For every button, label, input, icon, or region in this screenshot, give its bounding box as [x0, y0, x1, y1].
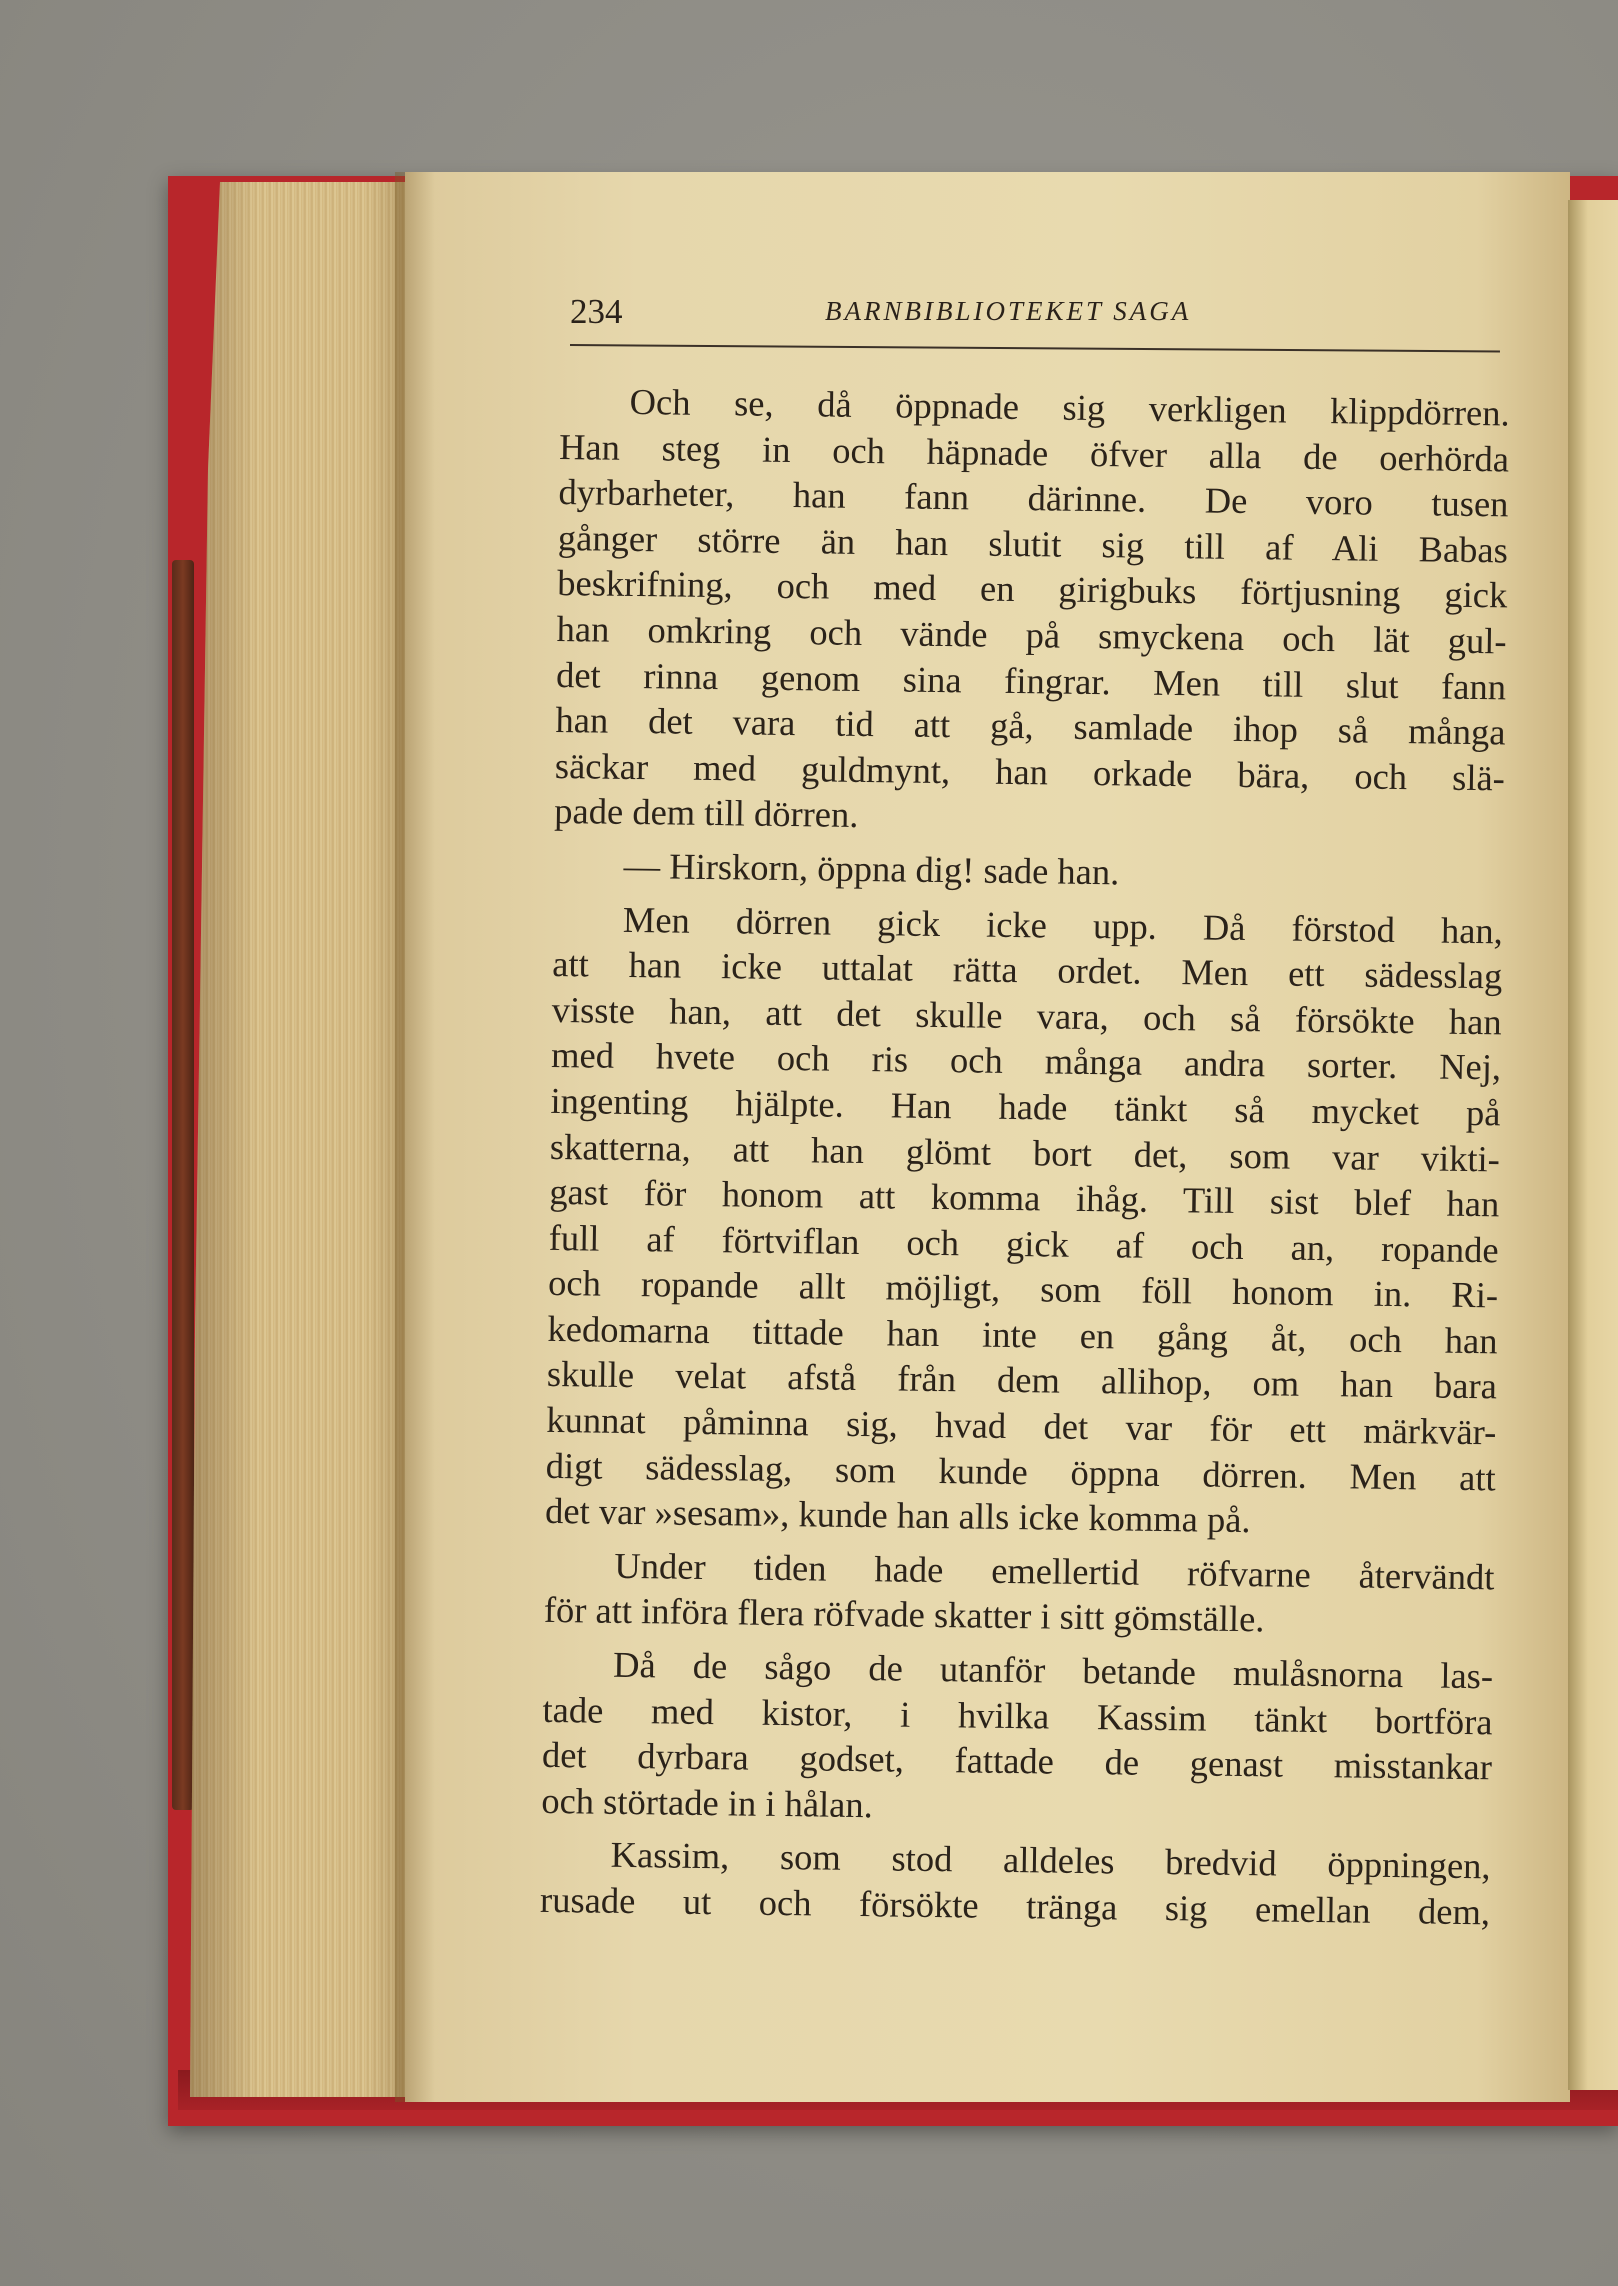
text-line: beskrifning, och med en girigbuks förtjusning gick [557, 562, 1508, 616]
facing-page-edge [1568, 200, 1618, 2090]
text-line: säckar med guldmynt, han orkade bära, och slä- [554, 744, 1506, 799]
page-header [570, 292, 1500, 342]
text-line: ingenting hjälpte. Han hade tänkt så mycket på [550, 1079, 1501, 1134]
text-line: han omkring och vände på smyckena och lät gul- [556, 607, 1507, 662]
text-line: och ropande allt möjligt, som föll honom in. Ri- [547, 1262, 1499, 1316]
running-head: BARNBIBLIOTEKET SAGA [825, 296, 1192, 326]
body-text [540, 378, 1510, 1935]
text-line: han det vara tid att gå, samlade ihop så många [555, 699, 1506, 753]
text-line: kedomarna tittade han inte en gång åt, och han [547, 1307, 1498, 1362]
text-line: att han icke uttalat rätta ordet. Men ett sädesslag [552, 943, 1503, 997]
text-line: tade med kistor, i hvilka Kassim tänkt bortföra [542, 1688, 1493, 1742]
page-number: 234 [570, 292, 623, 331]
page-gutter-shadow [395, 172, 435, 2102]
text-line: dyrbarheter, han fann därinne. De voro tusen [558, 471, 1509, 525]
text-line: digt sädesslag, som kunde öppna dörren. Men att [545, 1444, 1496, 1498]
text-line: gast för honom att komma ihåg. Till sist blef han [549, 1171, 1500, 1225]
text-line: — Hirskorn, öppna dig! sade han. [623, 844, 1120, 893]
text-line: visste han, att det skulle vara, och så försökte han [551, 988, 1502, 1043]
text-line: skatterna, att han glömt bort det, som var vikti- [549, 1125, 1501, 1179]
text-line: kunnat påminna sig, hvad det var för ett märkvär- [546, 1398, 1497, 1453]
text-line: full af förtviflan och gick af och an, ropande [548, 1216, 1499, 1271]
text-line: det dyrbara godset, fattade de genast misstankar [541, 1734, 1493, 1788]
text-line: gånger större än han slutit sig till af Ali Babas [557, 516, 1509, 571]
text-line: Han steg in och häpnade öfver alla de oerhörda [558, 425, 1510, 480]
text-line: det var »sesam», kunde han alls icke komma på. [544, 1490, 1251, 1541]
text-line: med hvete och ris och många andra sorter. Nej, [550, 1034, 1502, 1088]
text-line: Kassim, som stod alldeles bredvid öppningen, [610, 1834, 1491, 1887]
text-line: rusade ut och försökte tränga sig emellan dem, [539, 1878, 1491, 1933]
text-line: pade dem till dörren. [554, 790, 859, 836]
text-line: för att införa flera röfvade skatter i sitt gömställe. [543, 1589, 1265, 1640]
page-edges-shade [190, 182, 410, 2097]
text-line: Och se, då öppnade sig verkligen klippdörren. [629, 380, 1510, 434]
text-line: Då de sågo de utanför betande mulåsnorna las- [612, 1643, 1494, 1697]
book-spine [172, 560, 194, 1810]
text-line: skulle velat afstå från dem allihop, om han bara [546, 1353, 1498, 1407]
text-line: Men dörren gick icke upp. Då förstod han, [622, 898, 1504, 951]
text-line: det rinna genom sina fingrar. Men till slut fann [555, 653, 1507, 707]
text-line: och störtade in i hålan. [541, 1779, 874, 1826]
text-line: Under tiden hade emellertid röfvarne återvändt [614, 1544, 1495, 1598]
